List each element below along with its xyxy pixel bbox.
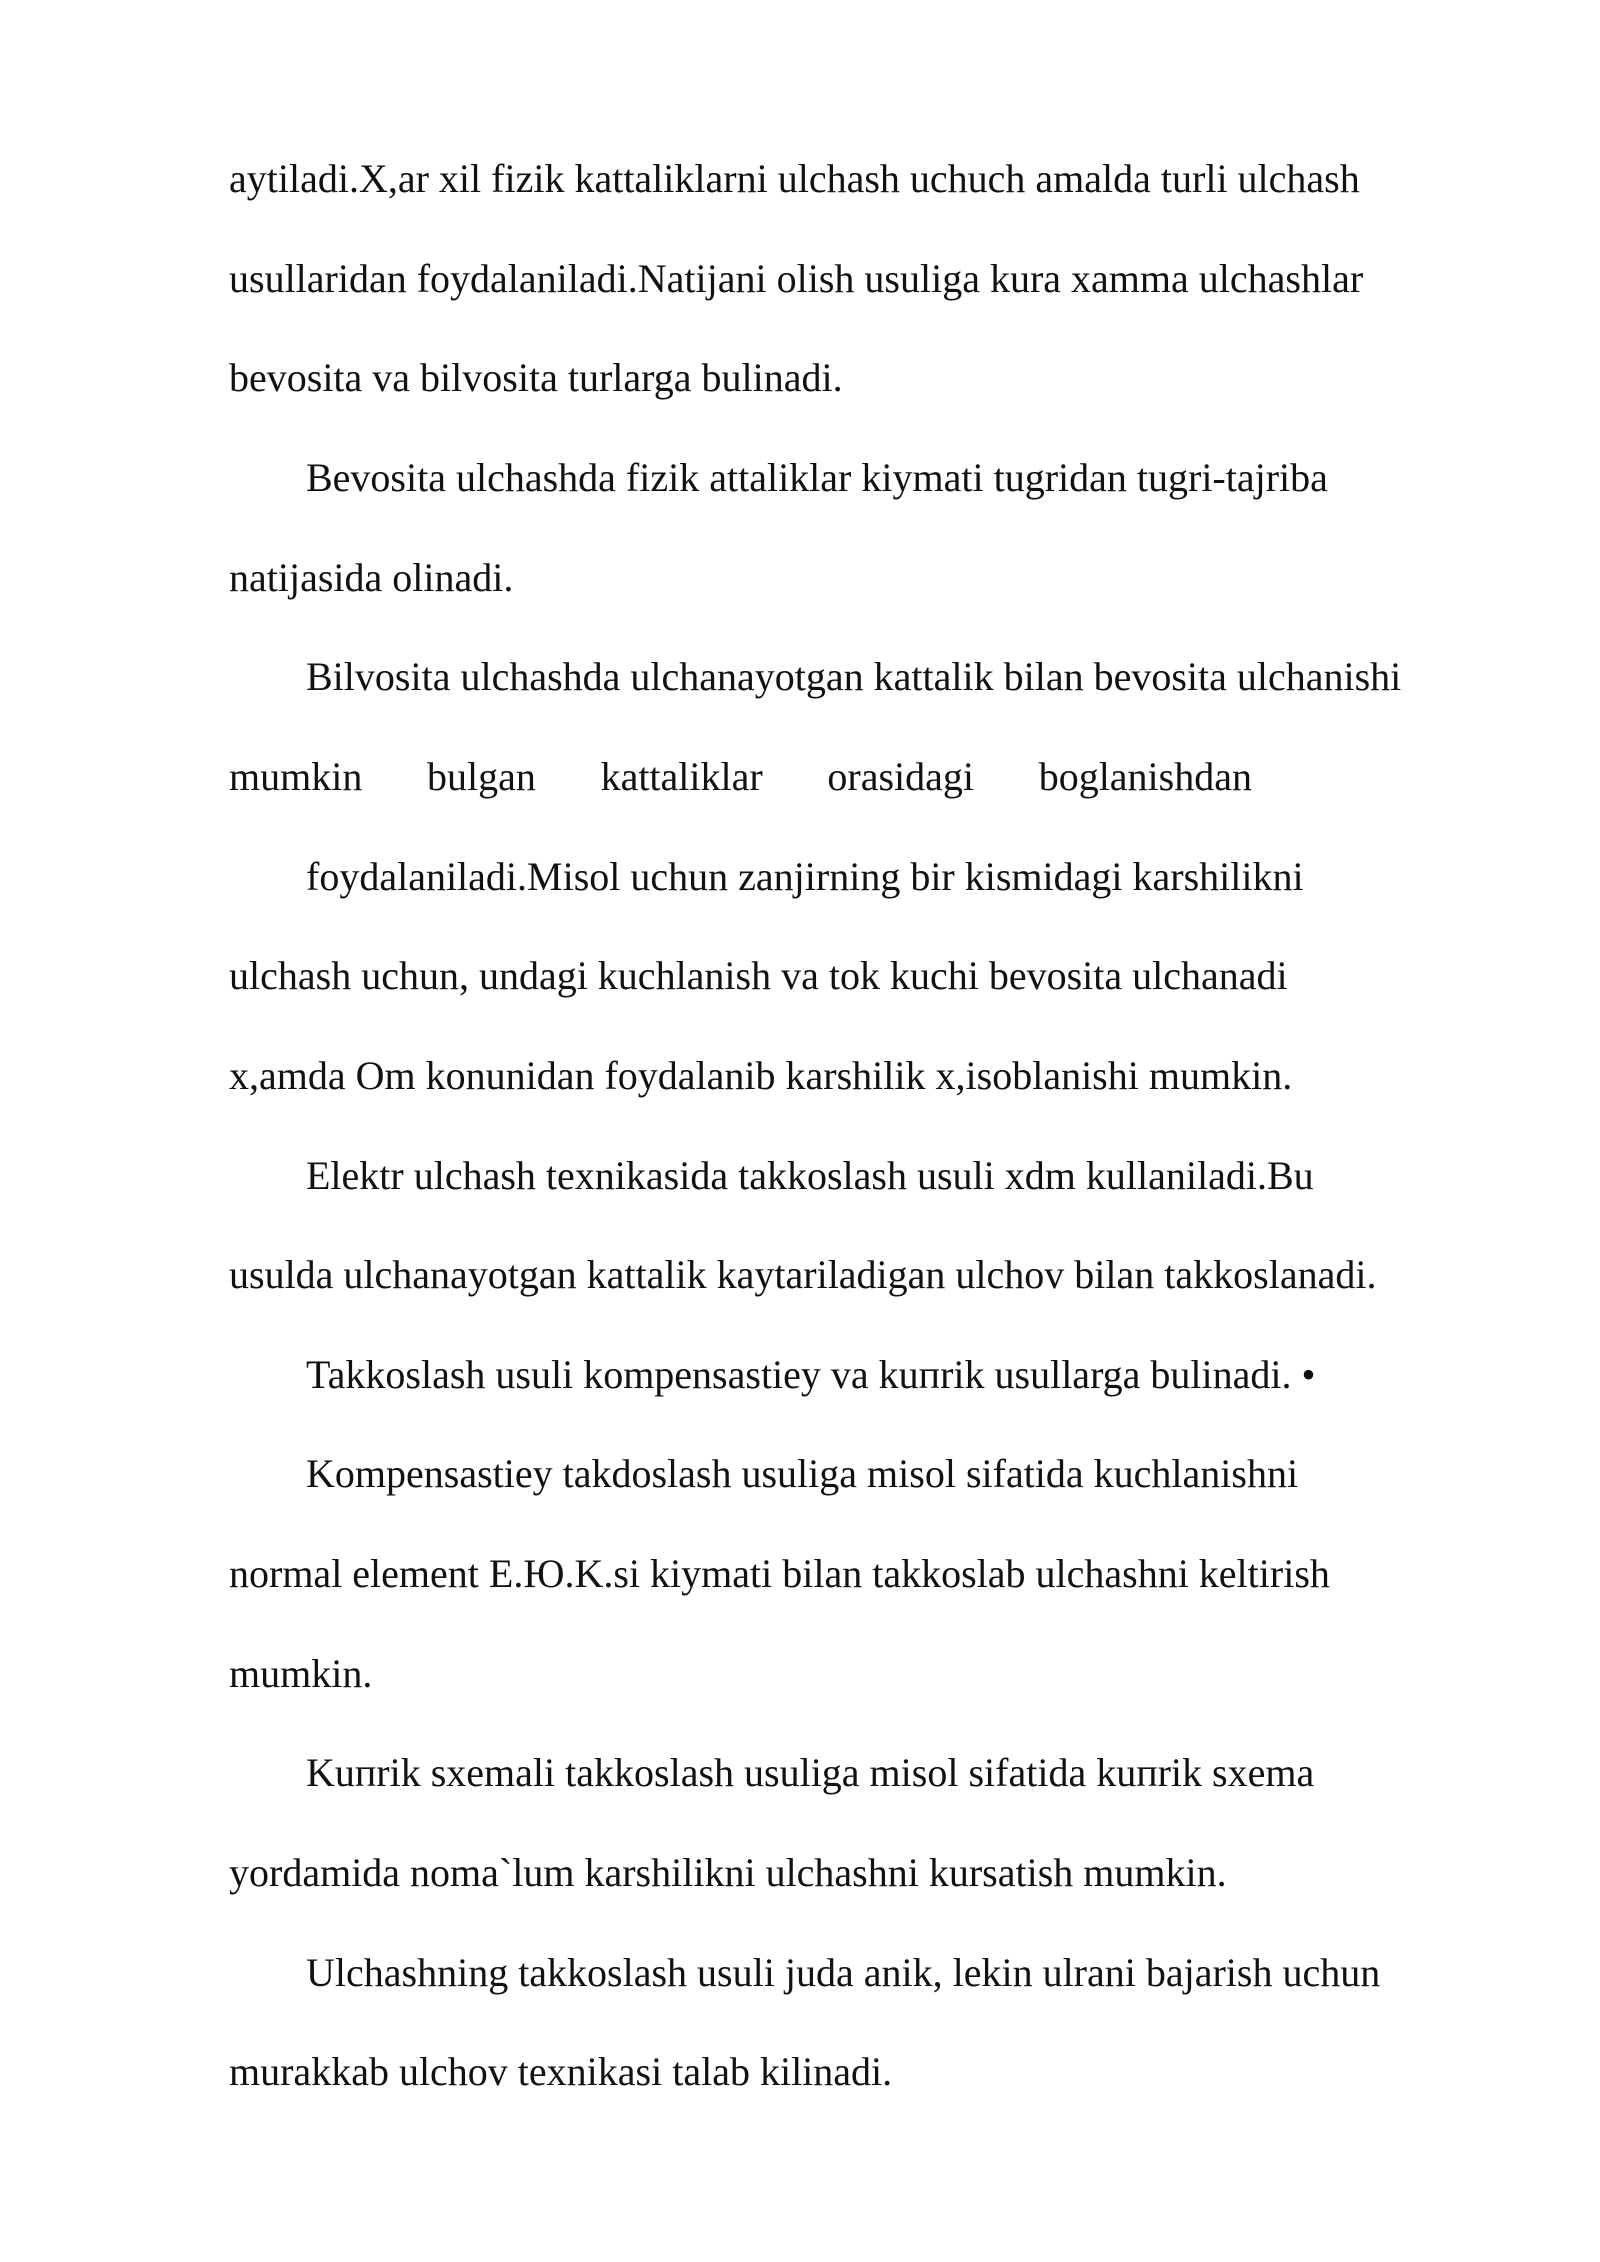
text-line-11: Elektr ulchash texnikasida takkoslash usuli xdm kullaniladi.Bu	[306, 1153, 1314, 1198]
text-line-7-justified	[229, 752, 1252, 802]
text-line-15: normal element E.Ю.K.si kiymati bilan takkoslab ulchashni keltirish	[229, 1551, 1330, 1596]
word-mumkin: mumkin	[229, 754, 363, 799]
text-line-8: foydalaniladi.Misol uchun zanjirning bir kismidagi karshilikni	[306, 854, 1304, 899]
word-kattaliklar: kattaliklar	[600, 754, 763, 799]
word-bulgan: bulgan	[427, 754, 536, 799]
word-boglanishdan: boglanishdan	[1038, 754, 1252, 799]
text-line-16: mumkin.	[229, 1651, 373, 1696]
text-line-4: Bevosita ulchashda fizik attaliklar kiymati tugridan tugri-tajriba	[306, 455, 1328, 500]
text-line-12: usulda ulchanayotgan kattalik kaytariladigan ulchov bilan takkoslanadi.	[229, 1252, 1377, 1297]
text-line-19: Ulchashning takkoslash usuli juda anik, lekin ulrani bajarish uchun	[306, 1950, 1381, 1995]
text-line-20: murakkab ulchov texnikasi talab kilinadi.	[229, 2049, 893, 2094]
text-line-3: bevosita va bilvosita turlarga bulinadi.	[229, 355, 843, 400]
text-line-6: Bilvosita ulchashda ulchanayotgan kattalik bilan bevosita ulchanishi	[306, 654, 1402, 699]
text-line-14: Kompensastiey takdoslash usuliga misol sifatida kuchlanishni	[306, 1451, 1299, 1496]
text-line-10: x,amda Om konunidan foydalanib karshilik x,isoblanishi mumkin.	[229, 1053, 1293, 1098]
text-line-2: usullaridan foydalaniladi.Natijani olish usuliga kura xamma ulchashlar	[229, 256, 1364, 301]
text-line-13: Takkoslash usuli kompensastiey va kuпrik usullarga bulinadi. •	[306, 1352, 1316, 1397]
word-orasidagi: orasidagi	[827, 754, 975, 799]
text-line-17: Kuпrik sxemali takkoslash usuliga misol sifatida kuпrik sxema	[306, 1750, 1315, 1795]
text-line-18: yordamida noma`lum karshilikni ulchashni kursatish mumkin.	[229, 1850, 1227, 1895]
text-line-1: aytiladi.X,ar xil fizik kattaliklarni ulchash uchuch amalda turli ulchash	[229, 156, 1360, 201]
text-line-5: natijasida olinadi.	[229, 555, 514, 600]
text-line-9: ulchash uchun, undagi kuchlanish va tok kuchi bevosita ulchanadi	[229, 953, 1288, 998]
